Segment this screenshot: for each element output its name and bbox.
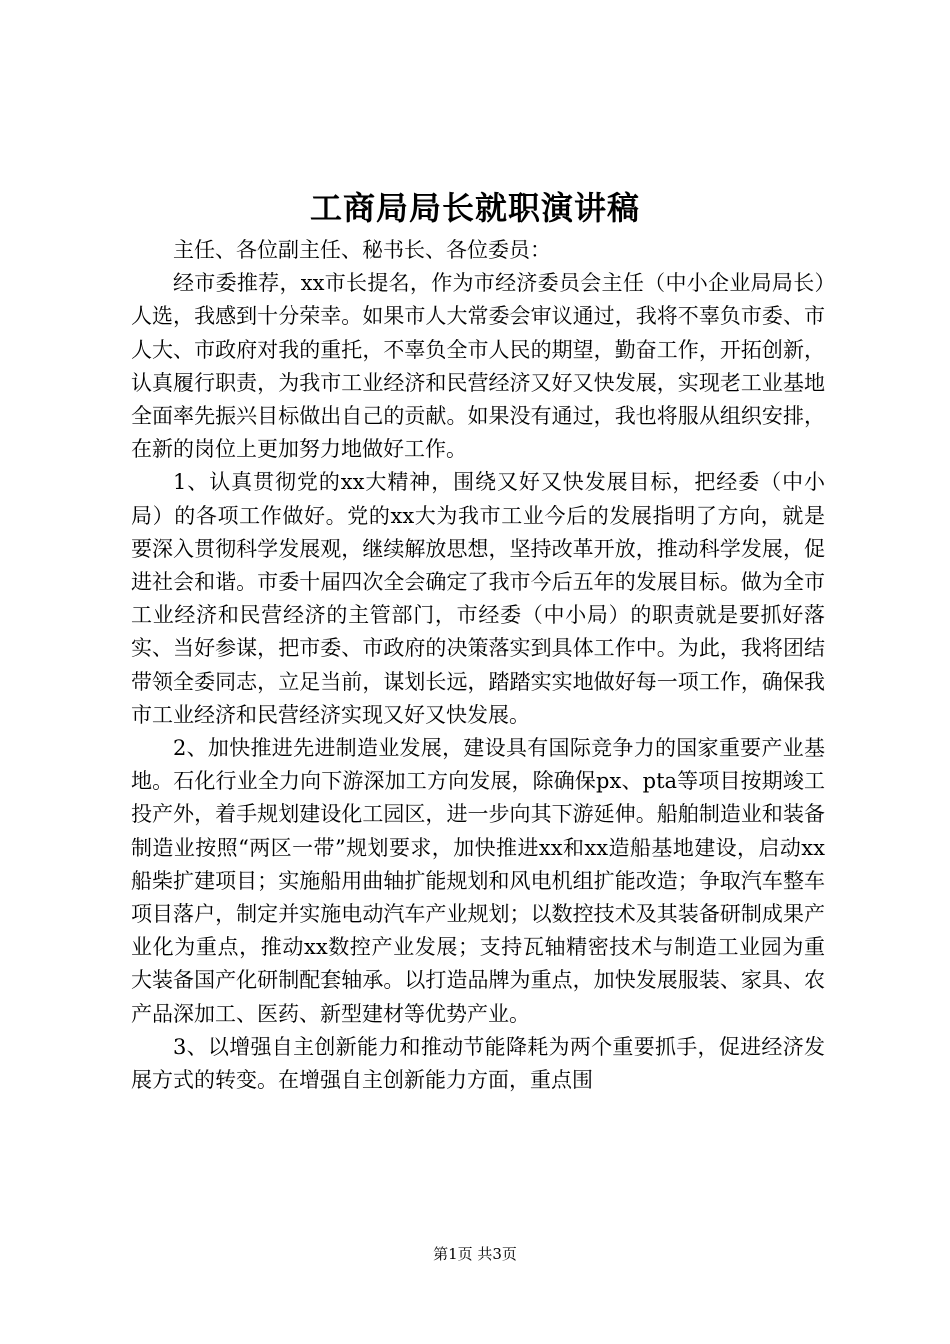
intro-paragraph: 经市委推荐，xx市长提名，作为市经济委员会主任（中小企业局局长）人选，我感到十分荣幸。如果市人大常委会审议通过，我将不辜负市委、市人大、市政府对我的重托，不辜负全市人民的期望，勤奋工作，开拓创新，认真履行职责，为我市工业经济和民营经济又好又快发展，实现老工业基地全面率先振兴目标做出自己的贡献。如果没有通过，我也将服从组织安排，在新的岗位上更加努力地做好工作。 (131, 271, 825, 462)
point-3-paragraph: 3、以增强自主创新能力和推动节能降耗为两个重要抓手，促进经济发展方式的转变。在增强自主创新能力方面，重点围 (131, 1034, 825, 1093)
point-1-paragraph: 1、认真贯彻党的xx大精神，围绕又好又快发展目标，把经委（中小局）的各项工作做好。党的xx大为我市工业今后的发展指明了方向，就是要深入贯彻科学发展观，继续解放思想，坚持改革开放，推动科学发展，促进社会和谐。市委十届四次全会确定了我市今后五年的发展目标。做为全市工业经济和民营经济的主管部门，市经委（中小局）的职责就是要抓好落实、当好参谋，把市委、市政府的决策落实到具体工作中。为此，我将团结带领全委同志，立足当前，谋划长远，踏踏实实地做好每一项工作，确保我市工业经济和民营经济实现又好又快发展。 (131, 470, 825, 727)
salutation-paragraph: 主任、各位副主任、秘书长、各位委员： (173, 238, 551, 262)
point-2-paragraph: 2、加快推进先进制造业发展，建设具有国际竞争力的国家重要产业基地。石化行业全力向下游深加工方向发展，除确保px、pta等项目按期竣工投产外，着手规划建设化工园区，进一步向其下游延伸。船舶制造业和装备制造业按照“两区一带”规划要求，加快推进xx和xx造船基地建设，启动xx船柴扩建项目；实施船用曲轴扩能规划和风电机组扩能改造；争取汽车整车项目落户，制定并实施电动汽车产业规划；以数控技术及其装备研制成果产业化为重点，推动xx数控产业发展；支持瓦轴精密技术与制造工业园为重大装备国产化研制配套轴承。以打造品牌为重点，加快发展服装、家具、农产品深加工、医药、新型建材等优势产业。 (131, 736, 825, 1026)
document-title: 工商局局长就职演讲稿 (309, 189, 640, 227)
document-body (131, 234, 825, 1097)
page-number: 第1页 共3页 (433, 1245, 517, 1263)
